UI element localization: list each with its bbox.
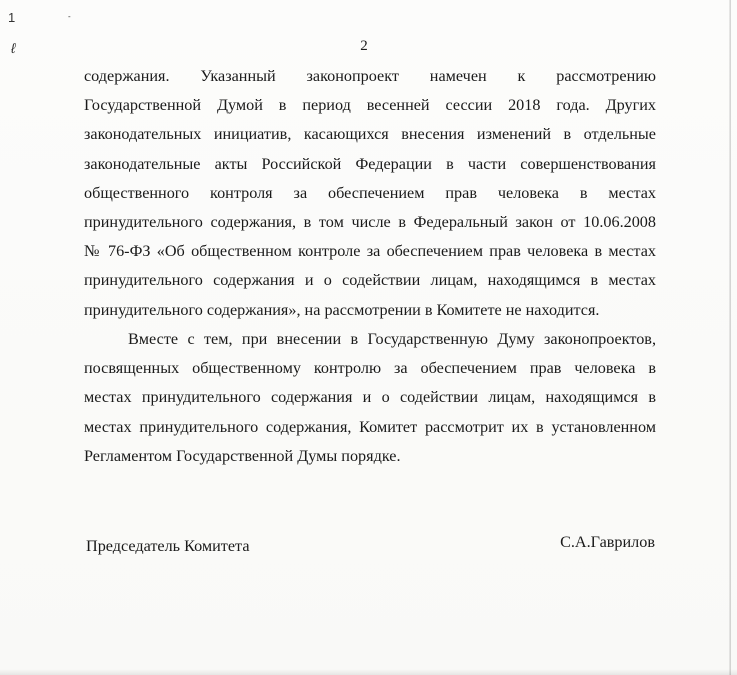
margin-mark: - [68,12,71,21]
text-line: местах принудительного содержания и о содействии лицам, находящимся в [84,388,656,407]
text-line: принудительного содержания и о содействии лицам, находящимся в местах [84,271,656,290]
page-bottom-shadow [0,669,737,675]
margin-mark: ℓ [11,40,16,56]
page-edge [729,0,731,675]
text-line: законодательные акты Российской Федерации в части совершенствования [84,154,656,173]
margin-mark: 1 [8,10,16,25]
text-line: общественного контроля за обеспечением прав человека в местах [84,183,656,202]
page-number: 2 [360,38,368,54]
text-line: местах принудительного содержания, Комитет рассмотрит их в установленном [84,417,656,436]
signatory-name: С.А.Гаврилов [560,533,655,551]
text-line: Регламентом Государственной Думы порядке. [84,446,401,465]
text-line: № 76-ФЗ «Об общественном контроле за обеспечением прав человека в местах [84,242,656,261]
text-line: посвященных общественному контролю за обеспечением прав человека в [84,359,656,378]
text-line: законодательных инициатив, касающихся внесения изменений в отдельные [84,125,656,144]
text-line: Государственной Думой в период весенней сессии 2018 года. Других [84,96,656,115]
text-line: принудительного содержания, в том числе в Федеральный закон от 10.06.2008 [84,212,656,231]
text-line: принудительного содержания», на рассмотрении в Комитете не находится. [84,300,600,319]
text-line: содержания. Указанный законопроект намечен к рассмотрению [84,67,656,85]
paragraph-1 [84,62,656,325]
signatory-title: Председатель Комитета [86,537,250,555]
paragraph-2 [84,325,656,471]
text-line: Вместе с тем, при внесении в Государственную Думу законопроектов, [128,330,656,348]
